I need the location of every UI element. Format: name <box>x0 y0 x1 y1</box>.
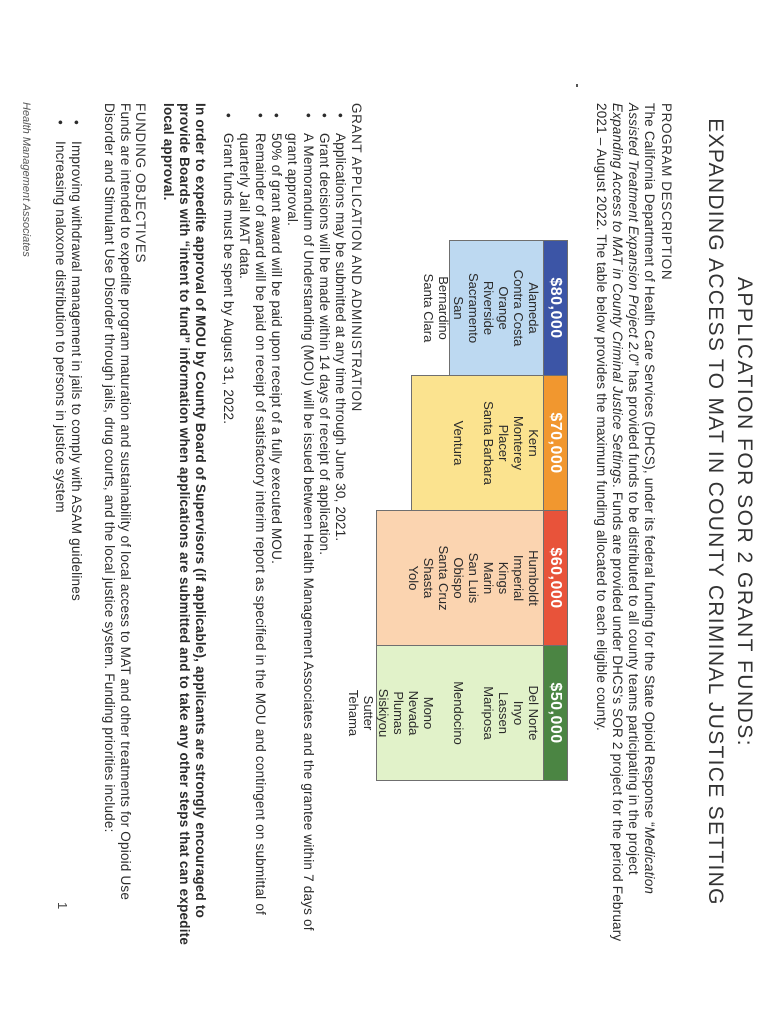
county-name <box>466 376 481 510</box>
county-name: Tehama <box>346 689 361 737</box>
county-name: Orange <box>496 286 511 330</box>
document-title-line2: EXPANDING ACCESS TO MAT IN COUNTY CRIMINAL JUSTICE SETTING <box>704 118 727 906</box>
pd-project-name: Medication Assisted Treatment Expansion Project 2.0 <box>626 103 657 895</box>
document-title-line1: APPLICATION FOR SOR 2 GRANT FUNDS: <box>733 276 756 748</box>
county-name: Marin <box>481 561 496 595</box>
county-name: Nevada <box>406 690 421 736</box>
county-name: Santa Barbara <box>481 401 496 485</box>
funding-objectives-text: Funds are intended to expedite program maturation and sustainability of local access to MAT and other treatments for Opioid Use Disorder and Stimulant Use Disorder through jails, drug courts, and the local justice system. Funding priorities include: <box>102 103 133 901</box>
county-name: Kings <box>496 561 511 595</box>
grant-application-heading: GRANT APPLICATION AND ADMINISTRATION <box>349 103 364 412</box>
grant-application-list <box>220 122 348 957</box>
county-name: Yolo <box>406 565 421 591</box>
page-number: 1 <box>55 902 70 910</box>
county-name: Placer <box>496 424 511 462</box>
county-name: Sacramento <box>466 272 481 344</box>
list-item: • 50% of grant award will be paid upon receipt of a fully executed MOU. <box>268 122 284 957</box>
tier-county-list <box>406 511 543 645</box>
county-name: Mariposa <box>481 686 496 740</box>
county-name: Contra Costa <box>511 269 526 347</box>
tier-amount: $70,000 <box>543 376 567 510</box>
tier-county-list <box>451 376 543 510</box>
county-name: Humboldt <box>526 550 541 606</box>
county-name: Lassen <box>496 692 511 734</box>
tier-county-list <box>346 646 543 780</box>
list-item: • Grant decisions will be made within 14 days of receipt of application. <box>316 122 332 957</box>
tier-amount: $60,000 <box>543 511 567 645</box>
county-name: Monterey <box>511 415 526 471</box>
scan-mark <box>576 84 578 87</box>
list-item: • A Memorandum of Understanding (MOU) will be issued between Health Management Associates and the grantee within 7 days of grant approval. <box>284 122 316 957</box>
tier-amount: $50,000 <box>543 646 567 780</box>
county-name: San <box>451 296 466 320</box>
county-name: Inyo <box>511 700 526 726</box>
funding-tier-60000 <box>376 510 568 646</box>
county-name: Siskiyou <box>376 688 391 738</box>
county-name <box>466 646 481 780</box>
list-item: • Increasing naloxone distribution to persons in justice system <box>52 130 68 950</box>
list-item: • Grant funds must be spent by August 31, 2022. <box>220 122 236 957</box>
county-name: Sutter <box>361 695 376 731</box>
funding-tier-50000 <box>346 645 568 781</box>
pd-project-title: Expanding Access to MAT in County Criminal Justice Settings <box>610 103 625 484</box>
list-item: • Applications may be submitted at any time through June 30, 2021. <box>332 122 348 957</box>
county-name: Obispo <box>451 557 466 599</box>
footer-organization: Health Management Associates <box>20 102 32 257</box>
county-name: Riverside <box>481 280 496 336</box>
county-name: Kern <box>526 429 541 457</box>
county-name: Mono <box>421 696 436 730</box>
funding-tier-70000 <box>411 375 568 511</box>
funding-priorities-list <box>52 130 84 950</box>
county-name: Alameda <box>526 282 541 334</box>
tier-county-list <box>421 241 543 375</box>
county-name: San Luis <box>466 552 481 604</box>
county-name <box>436 646 451 780</box>
county-name: Bernardino <box>436 276 451 340</box>
funding-tier-80000 <box>421 240 568 376</box>
program-description-heading: PROGRAM DESCRIPTION <box>659 103 674 281</box>
county-name: Shasta <box>421 557 436 599</box>
pd-text-a: The California Department of Health Care Services (DHCS), under its federal funding for the State Opioid Response “ <box>642 103 657 827</box>
pd-text-e: . Funds are provided under DHCS’s SOR 2 project for the period February 2021 – August 2022. The table below provides the maximum funding allocated to each eligible county. <box>594 103 625 942</box>
pd-text-c: ” has provided funds to be distributed to all county teams participating in the project <box>626 361 641 875</box>
approval-notice: In order to expedite approval of MOU by County Board of Supervisors (if applicable), applicants are strongly encouraged to provide Boards with “intent to fund” information when applications are submitted and to take any other steps that can expedite local approval. <box>161 103 208 946</box>
county-name: Santa Cruz <box>436 545 451 611</box>
tier-amount: $80,000 <box>543 241 567 375</box>
county-name: Del Norte <box>526 685 541 741</box>
county-name: Imperial <box>511 554 526 602</box>
county-name: Mendocino <box>451 681 466 745</box>
program-description-text <box>593 103 657 943</box>
list-item: • Improving withdrawal management in jails to comply with ASAM guidelines <box>68 130 84 950</box>
funding-objectives-heading: FUNDING OBJECTIVES <box>133 103 148 264</box>
county-name: Ventura <box>451 420 466 466</box>
county-name: Santa Clara <box>421 273 436 343</box>
list-item: • Remainder of award will be paid on receipt of satisfactory interim report as specified in the MOU and contingent on submittal of quarterly Jail MAT data. <box>236 122 268 957</box>
county-name: Plumas <box>391 691 406 735</box>
